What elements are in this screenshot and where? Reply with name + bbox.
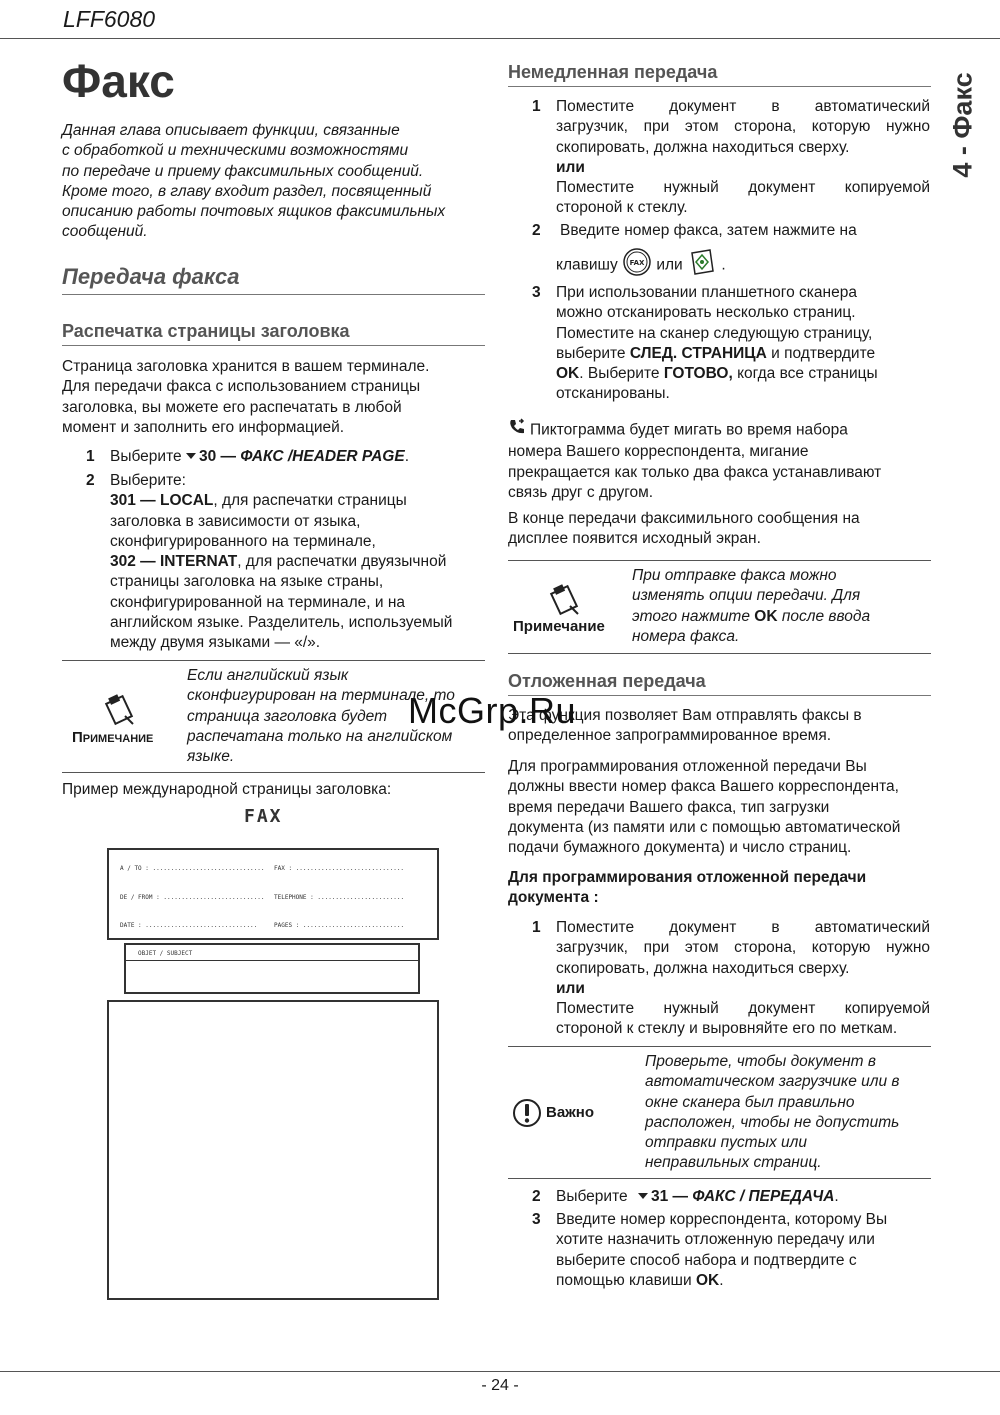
clipboard-icon: [103, 690, 139, 731]
chapter-title: Факс: [62, 55, 175, 107]
note-top-divider: [508, 560, 931, 561]
delayed-transmission-title: Отложенная передача: [508, 671, 706, 691]
end-paragraph: В конце передачи факсимильного сообщения на дисплее появится исходный экран.: [508, 510, 860, 548]
menu-arrow-icon: [186, 453, 196, 459]
important-top-divider: [508, 1046, 931, 1047]
delayed-procedure-heading: Для программирования отложенной передачи документа :: [508, 869, 867, 907]
start-key-icon: [687, 247, 717, 283]
list-item: 1 Поместите документ в автоматический загрузчик, при этом сторона, которую нужно скопировать, должна находиться сверху. или Поместите нужный документ копируемой стороной к стеклу и выровняйте его по меткам.: [532, 919, 930, 1038]
list-item: 2 Введите номер факса, затем нажмите на клавишу FAX или .: [532, 221, 932, 283]
fax-sample-body-box: [107, 1000, 439, 1300]
clipboard-icon: [548, 580, 584, 621]
section-title: Передача факса: [62, 264, 240, 289]
chapter-intro: Данная глава описывает функции, связанные с обработкой и техническими возможностями по передаче и приему факсимильных сообщений. Кроме того, в главу входит раздел, посвященный описанию работы почтовых ящиков факсимильных сообщений.: [62, 122, 446, 241]
list-item: 2 Выберите 31 — ФАКС / ПЕРЕДАЧА.: [532, 1188, 839, 1205]
note-text: При отправке факса можно изменять опции передачи. Для этого нажмите OK после ввода номера факса.: [632, 567, 871, 645]
watermark: McGrp.Ru: [408, 690, 577, 731]
fax-sample-subject-box: [124, 943, 420, 994]
note-label: Примечание: [513, 618, 605, 635]
section-divider: [62, 294, 485, 295]
fax-key-icon: [622, 247, 652, 283]
document-model-title: LFF6080: [63, 6, 156, 32]
immediate-divider: [508, 86, 931, 87]
blink-paragraph: Пиктограмма будет мигать во время набора номера Вашего корреспондента, мигание прекращается как только два факса устанавливают связь друг с другом.: [508, 418, 938, 503]
list-item: 1 Выберите 30 — ФАКС /HEADER PAGE.: [86, 448, 410, 465]
delayed-paragraph-2: Для программирования отложенной передачи Вы должны ввести номер факса Вашего корреспондента, время передачи Вашего факса, тип загрузки документа (из памяти или с помощью автоматической подачи бумажного документа) и число страниц.: [508, 758, 901, 857]
warning-icon: [512, 1098, 542, 1133]
fax-sample-fields-box: A / TO : ............................... FAX : .............................. DE / FROM : ............................ TELEPHONE : ........................ DATE : ............................... PAGES : ............................: [107, 848, 439, 940]
chapter-tab: 4 - Факс: [947, 72, 978, 178]
note-bottom-divider: [62, 772, 485, 773]
subject-label: OBJET / SUBJECT: [138, 950, 193, 957]
list-item: 2 Выберите: 301 — LOCAL, для распечатки страницы заголовка в зависимости от языка, сконфигурированного на терминале, 302 — INTERNAT, для распечатки двуязычной страницы заголовка на языке страны, сконфигурированной на терминале, и на английском языке. Разделитель, используемый между двумя языками — «/».: [86, 472, 453, 652]
subsection-divider: [62, 345, 485, 346]
important-label: Важно: [546, 1104, 595, 1121]
fax-sample-title: FAX: [244, 806, 283, 827]
header-divider: [0, 38, 1000, 39]
immediate-transmission-title: Немедленная передача: [508, 62, 718, 82]
subsection-title: Распечатка страницы заголовка: [62, 321, 350, 341]
important-text: Проверьте, чтобы документ в автоматическом загрузчике или в окне сканера был правильно расположен, чтобы не допустить отправки пустых или неправильных страниц.: [645, 1053, 900, 1172]
list-item: 3 Введите номер корреспондента, которому Вы хотите назначить отложенную передачу или выберите способ набора и подтвердите с помощью клавиши OK.: [532, 1211, 888, 1289]
list-item: 1 Поместите документ в автоматический загрузчик, при этом сторона, которую нужно скопировать, должна находиться сверху. или Поместите нужный документ копируемой стороной к стеклу.: [532, 98, 930, 217]
header-page-paragraph: Страница заголовка хранится в вашем терминале. Для передачи факса с использованием страницы заголовка, вы можете его распечатать в любой момент и заполнить его информацией.: [62, 358, 430, 436]
svg-text:FAX: FAX: [629, 259, 645, 268]
note-label: Примечание: [72, 729, 154, 746]
note-text: Если английский язык сконфигурирован на терминале, то страница заголовка будет распечатана только на английском языке.: [187, 667, 455, 766]
menu-arrow-icon: [638, 1193, 648, 1199]
list-item: 3 При использовании планшетного сканера можно отсканировать несколько страниц. Поместите на сканер следующую страницу, выберите СЛЕД. СТРАНИЦА и подтвердите OK. Выберите ГОТОВО, когда все страницы отсканированы.: [532, 284, 878, 403]
phone-line-icon: [508, 418, 526, 442]
delayed-paragraph-1: Эта функция позволяет Вам отправлять факсы в определенное запрограммированное время.: [508, 707, 862, 745]
note-top-divider: [62, 660, 485, 661]
example-caption: Пример международной страницы заголовка:: [62, 781, 392, 798]
footer-divider: [0, 1371, 1000, 1372]
note-bottom-divider: [508, 653, 931, 654]
page-number: - 24 -: [481, 1377, 519, 1394]
important-bottom-divider: [508, 1178, 931, 1179]
